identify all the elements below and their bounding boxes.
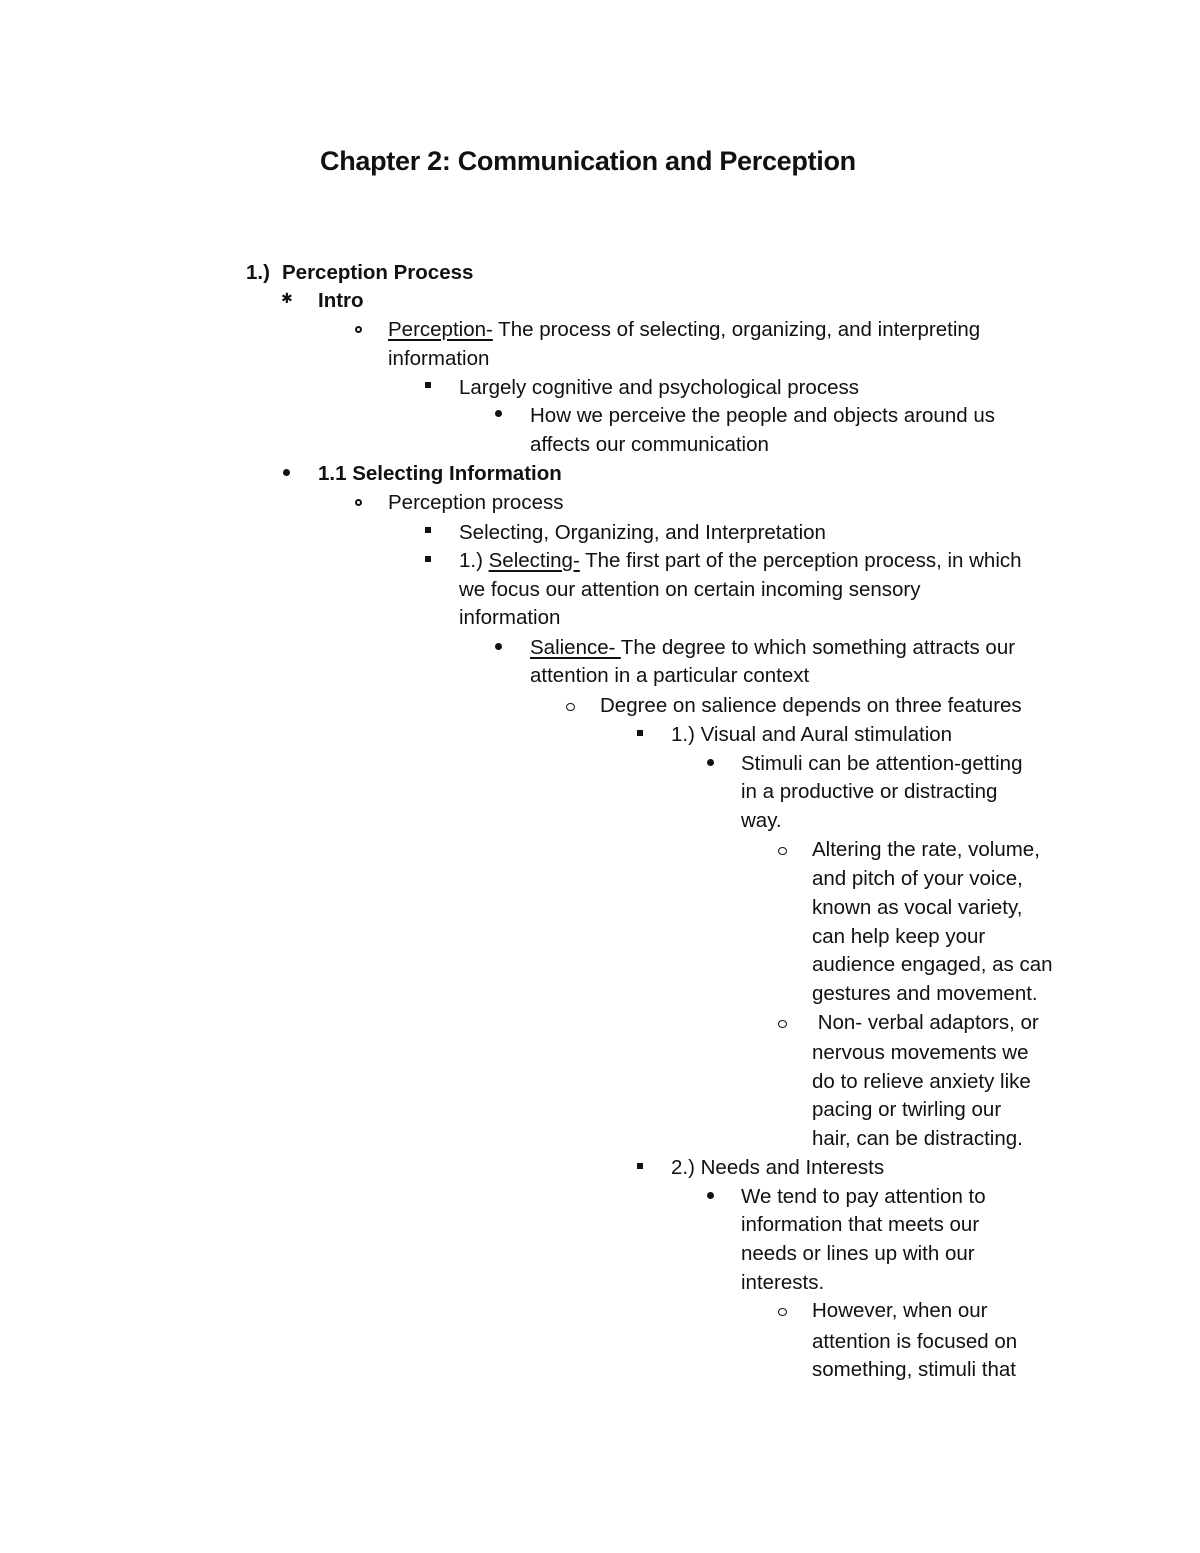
perception-def-text: The process of selecting, organizing, and interpreting — [492, 318, 981, 341]
altering-item: Altering the rate, volume, — [812, 838, 1040, 861]
stimuli-item: Stimuli can be attention-getting — [741, 752, 1023, 775]
square-bullet-icon — [425, 556, 431, 562]
stimuli-item-cont: in a productive or distracting — [741, 780, 998, 803]
however-item-cont: something, stimuli that — [812, 1358, 1016, 1381]
selecting-definition — [459, 546, 1022, 575]
salience-def-cont: attention in a particular context — [530, 664, 810, 687]
altering-item-cont: audience engaged, as can — [812, 953, 1053, 976]
tend-item: We tend to pay attention to — [741, 1185, 986, 1208]
dot-bullet-icon — [495, 643, 502, 650]
ring-bullet-icon — [355, 499, 362, 506]
altering-item-cont: known as vocal variety, — [812, 896, 1023, 919]
ring-bullet-icon — [355, 326, 362, 333]
however-item: However, when our — [812, 1299, 988, 1322]
selecting-term: Selecting- — [488, 549, 580, 572]
section-1-1-heading: 1.1 Selecting Information — [318, 462, 562, 485]
dot-bullet-icon — [707, 759, 714, 766]
altering-item-cont: and pitch of your voice, — [812, 867, 1023, 890]
selecting-def-cont: we focus our attention on certain incoming sensory — [459, 578, 921, 601]
adaptors-item: Non- verbal adaptors, or — [812, 1011, 1039, 1034]
section-1-number: 1.) — [246, 261, 270, 284]
salience-def-text: The degree to which something attracts our — [620, 636, 1016, 659]
adaptors-item-cont: hair, can be distracting. — [812, 1127, 1023, 1150]
selecting-def-cont: information — [459, 606, 561, 629]
needs-item: 2.) Needs and Interests — [671, 1156, 885, 1179]
bullet-icon: ✱ — [281, 291, 293, 307]
altering-item-cont: can help keep your — [812, 925, 986, 948]
dot-bullet-icon — [707, 1192, 714, 1199]
adaptors-item-cont: nervous movements we — [812, 1041, 1029, 1064]
square-bullet-icon — [425, 382, 431, 388]
dot-bullet-icon — [283, 469, 290, 476]
page-title: Chapter 2: Communication and Perception — [320, 146, 856, 176]
adaptors-item-cont: pacing or twirling our — [812, 1098, 1002, 1121]
tend-item-cont: interests. — [741, 1271, 825, 1294]
intro-label: Intro — [318, 289, 364, 312]
perception-term: Perception- — [388, 318, 493, 341]
tend-item-cont: needs or lines up with our — [741, 1242, 975, 1265]
section-1-heading: Perception Process — [282, 261, 474, 284]
cognitive-item: Largely cognitive and psychological process — [459, 376, 859, 399]
altering-item-cont: gestures and movement. — [812, 982, 1038, 1005]
perceive-item-cont: affects our communication — [530, 433, 769, 456]
ring-bullet-icon — [778, 1308, 787, 1316]
perceive-item: How we perceive the people and objects around us — [530, 404, 995, 427]
adaptors-item-cont: do to relieve anxiety like — [812, 1070, 1031, 1093]
features-item: Degree on salience depends on three features — [600, 694, 1022, 717]
square-bullet-icon — [425, 527, 431, 533]
selecting-number: 1.) — [459, 549, 489, 572]
perception-def-cont: information — [388, 347, 490, 370]
tend-item-cont: information that meets our — [741, 1213, 980, 1236]
salience-term: Salience- — [530, 636, 621, 659]
however-item-cont: attention is focused on — [812, 1330, 1018, 1353]
ring-bullet-icon — [778, 847, 787, 855]
perception-definition — [388, 315, 980, 344]
selecting-def-text: The first part of the perception process, in which — [579, 549, 1022, 572]
dot-bullet-icon — [495, 410, 502, 417]
ring-bullet-icon — [778, 1020, 787, 1028]
ring-bullet-icon — [566, 703, 575, 711]
square-bullet-icon — [637, 1163, 643, 1169]
salience-definition — [530, 633, 1015, 662]
square-bullet-icon — [637, 730, 643, 736]
visual-item: 1.) Visual and Aural stimulation — [671, 723, 953, 746]
steps-item: Selecting, Organizing, and Interpretation — [459, 521, 826, 544]
stimuli-item-cont: way. — [741, 809, 782, 832]
process-label: Perception process — [388, 491, 564, 514]
